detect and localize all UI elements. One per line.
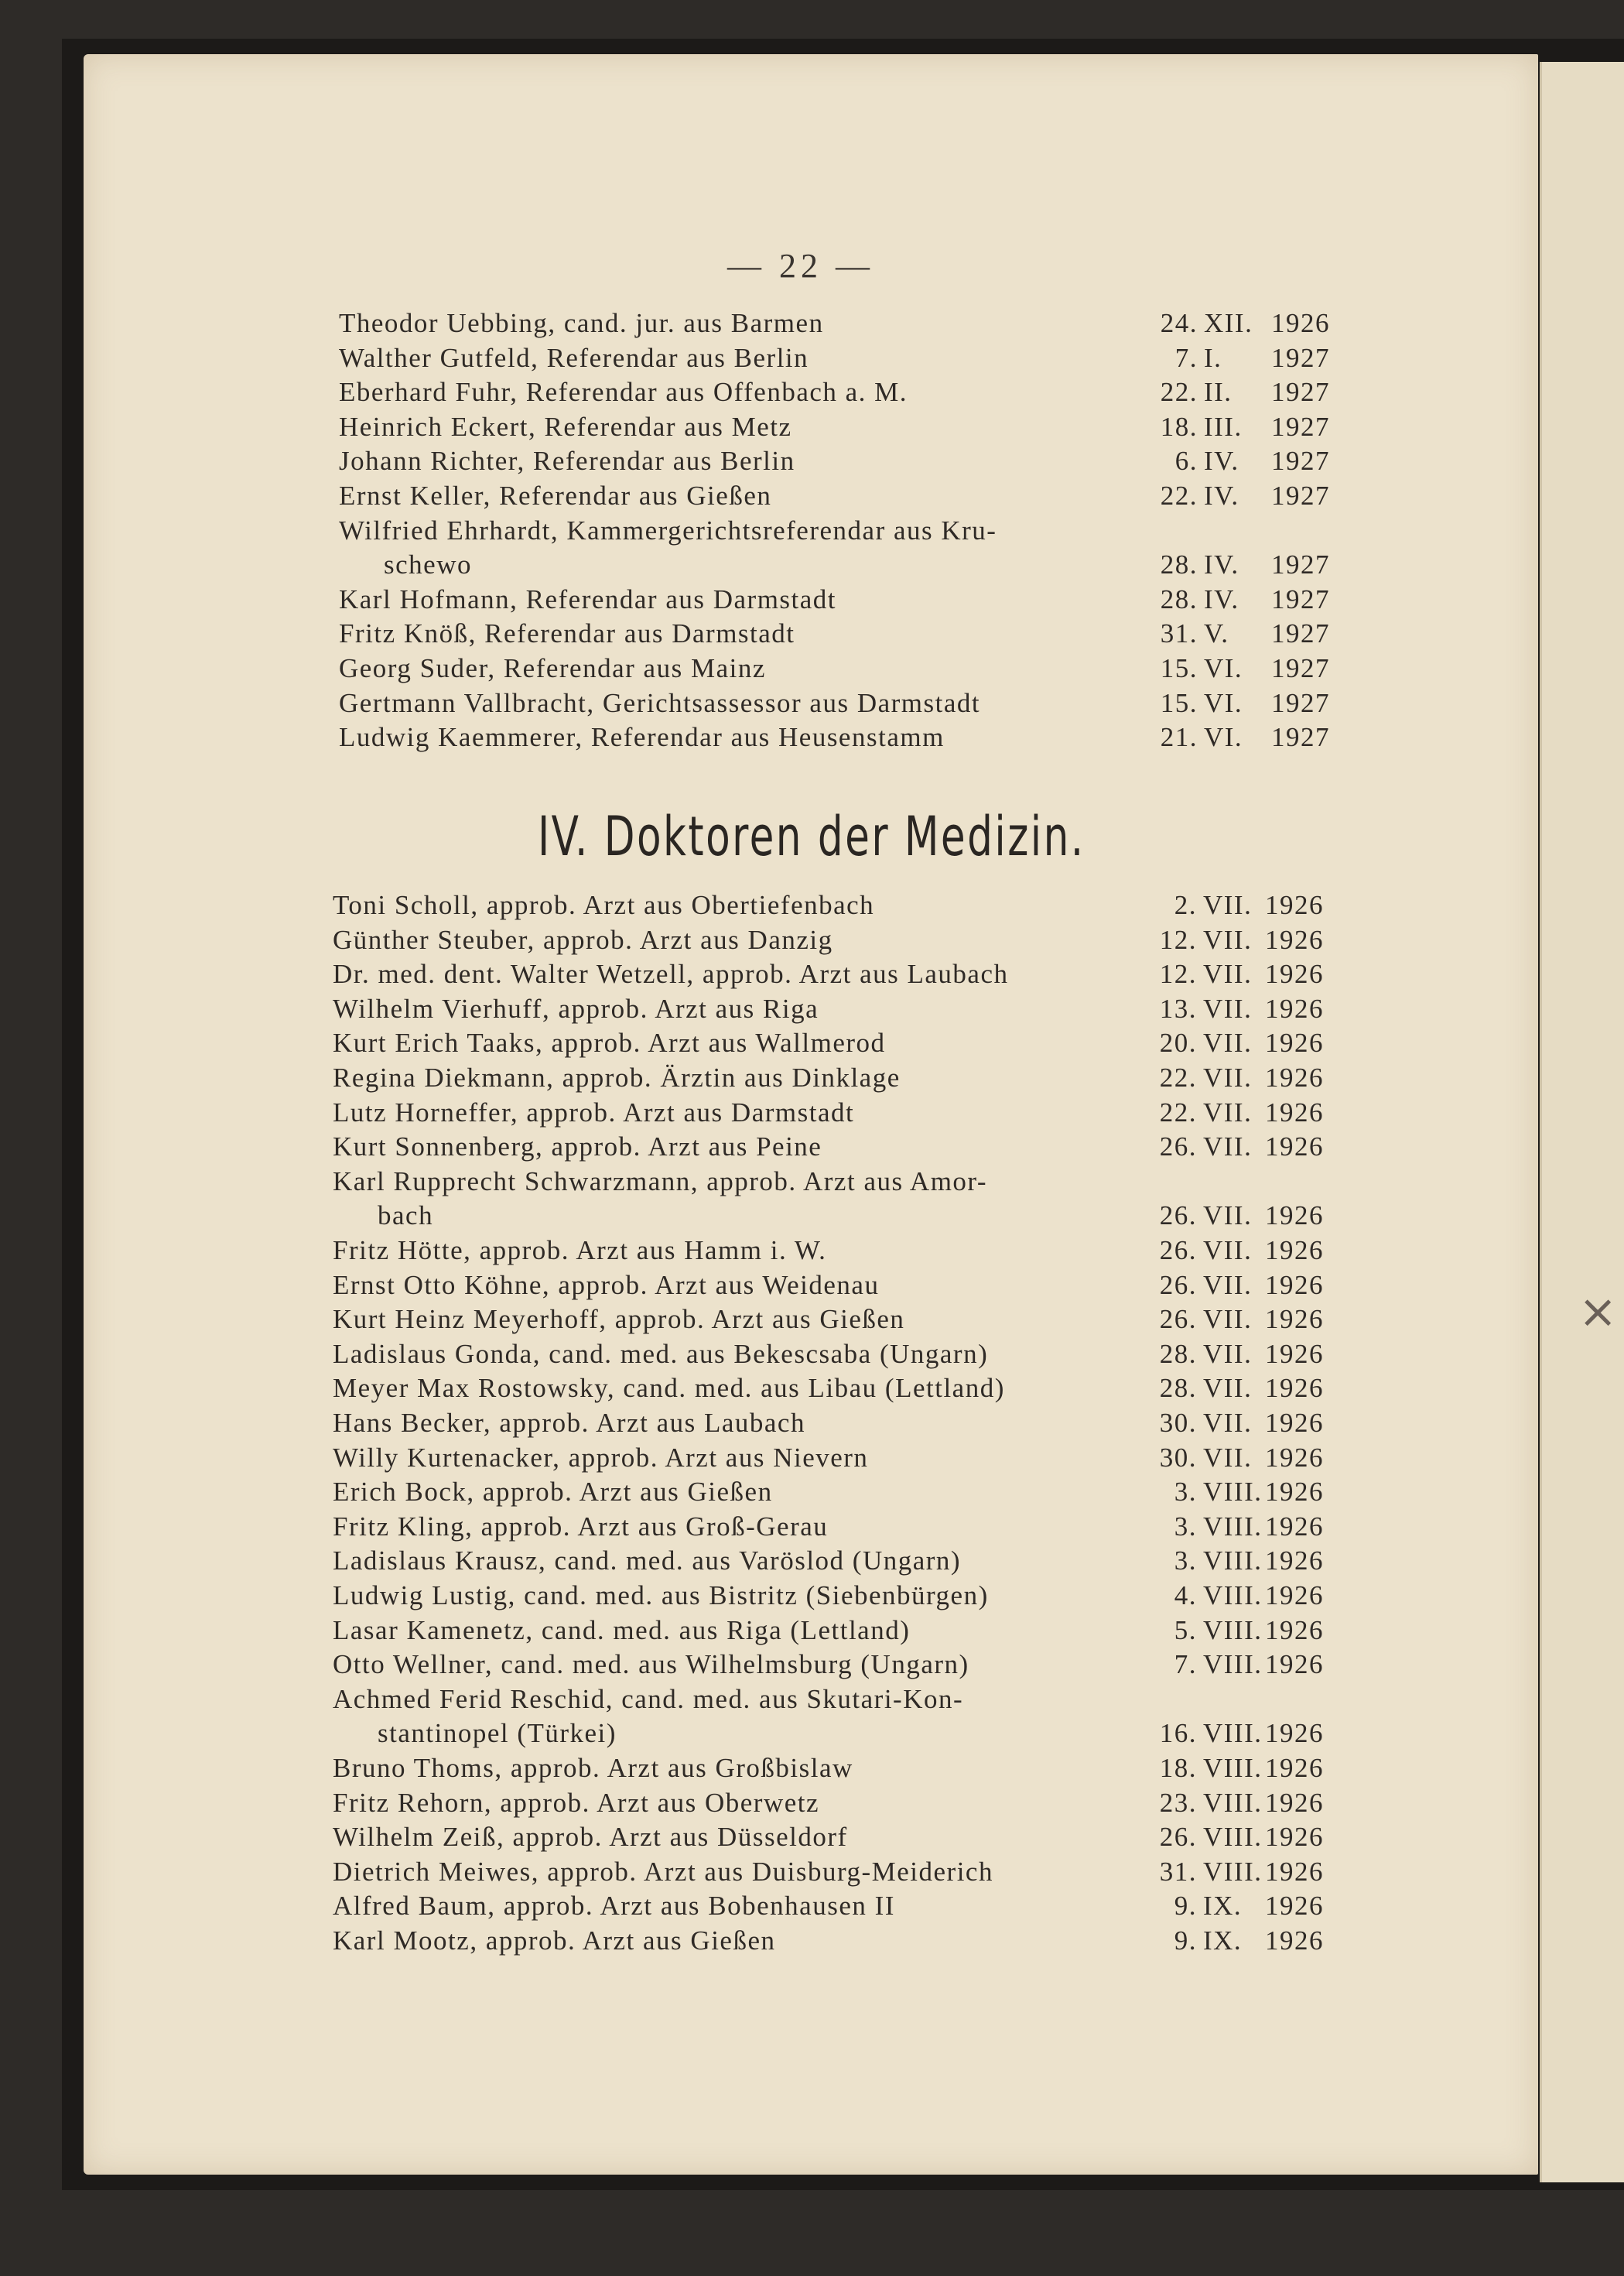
entry-month: VIII. — [1203, 1580, 1263, 1610]
entry-year: 1926 — [1265, 1649, 1324, 1680]
entry-year: 1926 — [1265, 1269, 1324, 1300]
entry-year: 1926 — [1265, 993, 1324, 1024]
list-item — [333, 959, 1358, 994]
entry-name: Ludwig Lustig, cand. med. aus Bistritz (Siebenbürgen) — [333, 1580, 989, 1610]
entry-year: 1926 — [1265, 1753, 1324, 1783]
section-heading: IV. Doktoren der Medizin. — [538, 805, 1086, 868]
entry-month: VIII. — [1203, 1545, 1263, 1576]
entry-name: Ladislaus Krausz, cand. med. aus Varöslod (Ungarn) — [333, 1545, 962, 1576]
entry-day: 9. — [1174, 1891, 1197, 1922]
entry-name: Karl Rupprecht Schwarzmann, approb. Arzt aus Amor- — [333, 1165, 988, 1196]
entry-day: 7. — [1174, 1649, 1197, 1680]
entry-month: VI. — [1204, 722, 1243, 753]
entry-name: Lutz Horneffer, approb. Arzt aus Darmstadt — [333, 1097, 855, 1128]
entry-day: 6. — [1174, 446, 1198, 477]
entry-year: 1926 — [1265, 1200, 1324, 1230]
entry-year: 1927 — [1271, 653, 1330, 683]
entry-day: 26. — [1159, 1269, 1197, 1300]
list-item — [333, 1615, 1358, 1650]
entry-day: 20. — [1159, 1028, 1197, 1059]
entry-month: VIII. — [1203, 1649, 1263, 1680]
entry-year: 1926 — [1265, 1028, 1324, 1059]
entry-name-continuation: schewo — [384, 549, 472, 580]
entry-name: Gertmann Vallbracht, Gerichtsassessor aus Darmstadt — [339, 687, 981, 718]
entry-day: 30. — [1159, 1442, 1197, 1473]
entry-year: 1927 — [1271, 342, 1330, 373]
entry-year: 1927 — [1271, 618, 1330, 649]
entry-day: 26. — [1159, 1304, 1197, 1335]
entry-day: 26. — [1159, 1822, 1197, 1853]
adjacent-page-edge — [1540, 62, 1624, 2182]
entry-name: Johann Richter, Referendar aus Berlin — [339, 446, 795, 477]
entry-month: VII. — [1203, 1063, 1253, 1093]
entry-day: 15. — [1160, 687, 1198, 718]
list-item — [333, 1270, 1358, 1305]
entry-name: Meyer Max Rostowsky, cand. med. aus Libau (Lettland) — [333, 1373, 1005, 1404]
list-item — [333, 925, 1358, 960]
entry-name: Ernst Otto Köhne, approb. Arzt aus Weidenau — [333, 1269, 880, 1300]
entry-day: 24. — [1160, 308, 1198, 338]
entry-day: 31. — [1160, 618, 1198, 649]
entry-month: VII. — [1203, 1028, 1253, 1059]
entry-name: Karl Mootz, approb. Arzt aus Gießen — [333, 1925, 776, 1956]
entry-name: Fritz Rehorn, approb. Arzt aus Oberwetz — [333, 1787, 820, 1818]
entry-year: 1926 — [1265, 1408, 1324, 1438]
entry-name: Regina Diekmann, approb. Ärztin aus Dinklage — [333, 1063, 901, 1093]
entry-name: Fritz Hötte, approb. Arzt aus Hamm i. W. — [333, 1235, 827, 1265]
list-item — [333, 1373, 1358, 1408]
list-item — [333, 1822, 1358, 1857]
list-item — [339, 618, 1364, 653]
entry-name: Dr. med. dent. Walter Wetzell, approb. Arzt aus Laubach — [333, 959, 1009, 990]
entry-month: VII. — [1203, 1408, 1253, 1438]
entry-day: 28. — [1160, 584, 1198, 614]
entry-day: 12. — [1159, 924, 1197, 955]
list-item — [333, 1235, 1358, 1270]
entry-year: 1926 — [1265, 924, 1324, 955]
list-item — [333, 1165, 1358, 1230]
list-item — [333, 1545, 1358, 1580]
entry-name-continuation: stantinopel (Türkei) — [378, 1717, 617, 1748]
entry-day: 5. — [1174, 1614, 1197, 1645]
entry-month: VIII. — [1203, 1822, 1263, 1853]
entry-month: VI. — [1204, 653, 1243, 683]
entry-month: IV. — [1204, 584, 1239, 614]
entry-name: Wilfried Ehrhardt, Kammergerichtsreferendar aus Kru- — [339, 515, 997, 546]
entry-year: 1927 — [1271, 584, 1330, 614]
entry-name: Ernst Keller, Referendar aus Gießen — [339, 481, 772, 511]
entry-day: 18. — [1160, 411, 1198, 442]
list-item — [333, 1131, 1358, 1166]
entry-name: Ludwig Kaemmerer, Referendar aus Heusenstamm — [339, 722, 945, 753]
entry-month: VII. — [1203, 1235, 1253, 1265]
entry-name: Fritz Kling, approb. Arzt aus Groß-Gerau — [333, 1511, 829, 1542]
list-item — [339, 377, 1364, 412]
list-item — [333, 1443, 1358, 1477]
entry-month: VII. — [1203, 1097, 1253, 1128]
list-item — [339, 412, 1364, 447]
entry-name: Achmed Ferid Reschid, cand. med. aus Skutari-Kon- — [333, 1683, 964, 1714]
list-item — [333, 994, 1358, 1028]
entry-day: 3. — [1174, 1477, 1197, 1508]
list-item — [333, 1788, 1358, 1823]
entry-name: Kurt Erich Taaks, approb. Arzt aus Wallmerod — [333, 1028, 886, 1059]
entry-month: XII. — [1204, 308, 1253, 338]
entry-name-continuation: bach — [378, 1200, 434, 1230]
entry-name: Georg Suder, Referendar aus Mainz — [339, 653, 766, 683]
entry-year: 1926 — [1265, 1442, 1324, 1473]
entry-day: 31. — [1159, 1856, 1197, 1887]
entry-month: IV. — [1204, 481, 1239, 511]
entry-year: 1926 — [1265, 1131, 1324, 1162]
entry-month: VII. — [1203, 993, 1253, 1024]
entry-year: 1926 — [1265, 1063, 1324, 1093]
entry-year: 1926 — [1265, 1545, 1324, 1576]
entry-year: 1927 — [1271, 687, 1330, 718]
entry-month: VIII. — [1203, 1856, 1263, 1887]
entry-name: Wilhelm Vierhuff, approb. Arzt aus Riga — [333, 993, 819, 1024]
entry-day: 3. — [1174, 1545, 1197, 1576]
entry-year: 1926 — [1265, 1304, 1324, 1335]
entry-name: Hans Becker, approb. Arzt aus Laubach — [333, 1408, 805, 1438]
margin-mark: × — [1578, 1285, 1618, 1339]
entry-year: 1926 — [1265, 890, 1324, 920]
entry-month: VII. — [1203, 1338, 1253, 1369]
entry-month: VI. — [1204, 687, 1243, 718]
list-item — [333, 1339, 1358, 1374]
entry-year: 1927 — [1271, 377, 1330, 408]
list-item — [333, 1304, 1358, 1339]
list-item — [333, 1063, 1358, 1097]
list-item — [339, 481, 1364, 515]
entry-year: 1926 — [1265, 1925, 1324, 1956]
entry-year: 1927 — [1271, 722, 1330, 753]
entry-year: 1926 — [1265, 1787, 1324, 1818]
entry-month: IX. — [1203, 1891, 1243, 1922]
list-item — [339, 653, 1364, 688]
entry-name: Günther Steuber, approb. Arzt aus Danzig — [333, 924, 833, 955]
entry-name: Bruno Thoms, approb. Arzt aus Großbislaw — [333, 1753, 853, 1783]
entry-month: IX. — [1203, 1925, 1243, 1956]
entry-year: 1927 — [1271, 411, 1330, 442]
list-item — [333, 1477, 1358, 1511]
entry-name: Toni Scholl, approb. Arzt aus Obertiefenbach — [333, 890, 875, 920]
entry-year: 1926 — [1265, 1235, 1324, 1265]
entry-day: 3. — [1174, 1511, 1197, 1542]
entry-name: Kurt Heinz Meyerhoff, approb. Arzt aus Gießen — [333, 1304, 905, 1335]
entry-name: Theodor Uebbing, cand. jur. aus Barmen — [339, 308, 824, 338]
entry-day: 7. — [1174, 342, 1198, 373]
entry-month: VII. — [1203, 959, 1253, 990]
entry-month: II. — [1204, 377, 1233, 408]
entry-day: 4. — [1174, 1580, 1197, 1610]
list-item — [333, 1683, 1358, 1748]
entry-day: 2. — [1174, 890, 1197, 920]
entry-year: 1926 — [1265, 1511, 1324, 1542]
entry-day: 18. — [1159, 1753, 1197, 1783]
entry-year: 1927 — [1271, 446, 1330, 477]
entry-year: 1927 — [1271, 481, 1330, 511]
entry-month: VII. — [1203, 1304, 1253, 1335]
entry-month: VII. — [1203, 1200, 1253, 1230]
entry-month: VII. — [1203, 1131, 1253, 1162]
entry-year: 1926 — [1265, 1373, 1324, 1404]
entry-day: 16. — [1159, 1717, 1197, 1748]
entry-day: 9. — [1174, 1925, 1197, 1956]
entry-month: VII. — [1203, 1373, 1253, 1404]
entry-year: 1926 — [1265, 1856, 1324, 1887]
entry-year: 1926 — [1265, 1891, 1324, 1922]
entry-month: VII. — [1203, 924, 1253, 955]
entry-month: VIII. — [1203, 1511, 1263, 1542]
entry-day: 28. — [1159, 1373, 1197, 1404]
page-number: — 22 — — [727, 247, 874, 285]
entry-name: Walther Gutfeld, Referendar aus Berlin — [339, 342, 809, 373]
list-item — [339, 688, 1364, 723]
entry-year: 1926 — [1271, 308, 1330, 338]
list-item — [333, 1925, 1358, 1960]
entry-year: 1927 — [1271, 549, 1330, 580]
list-item — [339, 446, 1364, 481]
entry-name: Otto Wellner, cand. med. aus Wilhelmsburg (Ungarn) — [333, 1649, 969, 1680]
entry-day: 23. — [1159, 1787, 1197, 1818]
entry-year: 1926 — [1265, 1822, 1324, 1853]
entry-day: 22. — [1159, 1097, 1197, 1128]
entry-day: 26. — [1159, 1235, 1197, 1265]
entry-year: 1926 — [1265, 1477, 1324, 1508]
entry-day: 22. — [1159, 1063, 1197, 1093]
entry-month: III. — [1204, 411, 1243, 442]
entry-year: 1926 — [1265, 1580, 1324, 1610]
entry-month: V. — [1204, 618, 1229, 649]
list-item — [333, 1580, 1358, 1615]
entry-day: 26. — [1159, 1131, 1197, 1162]
list-item — [333, 1891, 1358, 1925]
entry-day: 28. — [1159, 1338, 1197, 1369]
entry-month: VIII. — [1203, 1614, 1263, 1645]
entry-name: Karl Hofmann, Referendar aus Darmstadt — [339, 584, 837, 614]
entry-name: Fritz Knöß, Referendar aus Darmstadt — [339, 618, 795, 649]
entry-name: Wilhelm Zeiß, approb. Arzt aus Düsseldorf — [333, 1822, 848, 1853]
list-item — [339, 343, 1364, 378]
entry-name: Kurt Sonnenberg, approb. Arzt aus Peine — [333, 1131, 822, 1162]
entry-name: Eberhard Fuhr, Referendar aus Offenbach a. M. — [339, 377, 908, 408]
entry-year: 1926 — [1265, 1614, 1324, 1645]
entry-name: Alfred Baum, approb. Arzt aus Bobenhausen II — [333, 1891, 895, 1922]
list-item — [333, 1408, 1358, 1443]
entry-day: 22. — [1160, 377, 1198, 408]
list-item — [333, 1028, 1358, 1063]
entry-year: 1926 — [1265, 1717, 1324, 1748]
entry-day: 30. — [1159, 1408, 1197, 1438]
entry-month: VIII. — [1203, 1787, 1263, 1818]
list-item — [333, 1649, 1358, 1684]
entry-day: 13. — [1159, 993, 1197, 1024]
list-item — [339, 515, 1364, 580]
entry-month: VII. — [1203, 1269, 1253, 1300]
entry-month: VII. — [1203, 1442, 1253, 1473]
entry-name: Dietrich Meiwes, approb. Arzt aus Duisburg-Meiderich — [333, 1856, 993, 1887]
entry-name: Erich Bock, approb. Arzt aus Gießen — [333, 1477, 773, 1508]
entry-name: Willy Kurtenacker, approb. Arzt aus Nievern — [333, 1442, 869, 1473]
entry-month: VIII. — [1203, 1477, 1263, 1508]
list-item — [333, 1753, 1358, 1788]
entry-year: 1926 — [1265, 959, 1324, 990]
entry-day: 22. — [1160, 481, 1198, 511]
entry-year: 1926 — [1265, 1097, 1324, 1128]
entry-month: IV. — [1204, 549, 1239, 580]
entry-month: VII. — [1203, 890, 1253, 920]
list-item — [339, 722, 1364, 757]
entry-day: 26. — [1159, 1200, 1197, 1230]
list-item — [333, 1857, 1358, 1891]
list-item — [333, 1511, 1358, 1546]
entry-name: Ladislaus Gonda, cand. med. aus Bekescsaba (Ungarn) — [333, 1338, 989, 1369]
entry-month: VIII. — [1203, 1753, 1263, 1783]
list-item — [339, 584, 1364, 619]
entry-day: 12. — [1159, 959, 1197, 990]
list-item — [339, 308, 1364, 343]
entry-name: Lasar Kamenetz, cand. med. aus Riga (Lettland) — [333, 1614, 911, 1645]
list-item — [333, 890, 1358, 925]
entry-month: IV. — [1204, 446, 1239, 477]
entry-day: 28. — [1160, 549, 1198, 580]
entry-month: I. — [1204, 342, 1222, 373]
list-item — [333, 1097, 1358, 1132]
entry-day: 21. — [1160, 722, 1198, 753]
entry-month: VIII. — [1203, 1717, 1263, 1748]
entry-year: 1926 — [1265, 1338, 1324, 1369]
entry-day: 15. — [1160, 653, 1198, 683]
entry-name: Heinrich Eckert, Referendar aus Metz — [339, 411, 792, 442]
